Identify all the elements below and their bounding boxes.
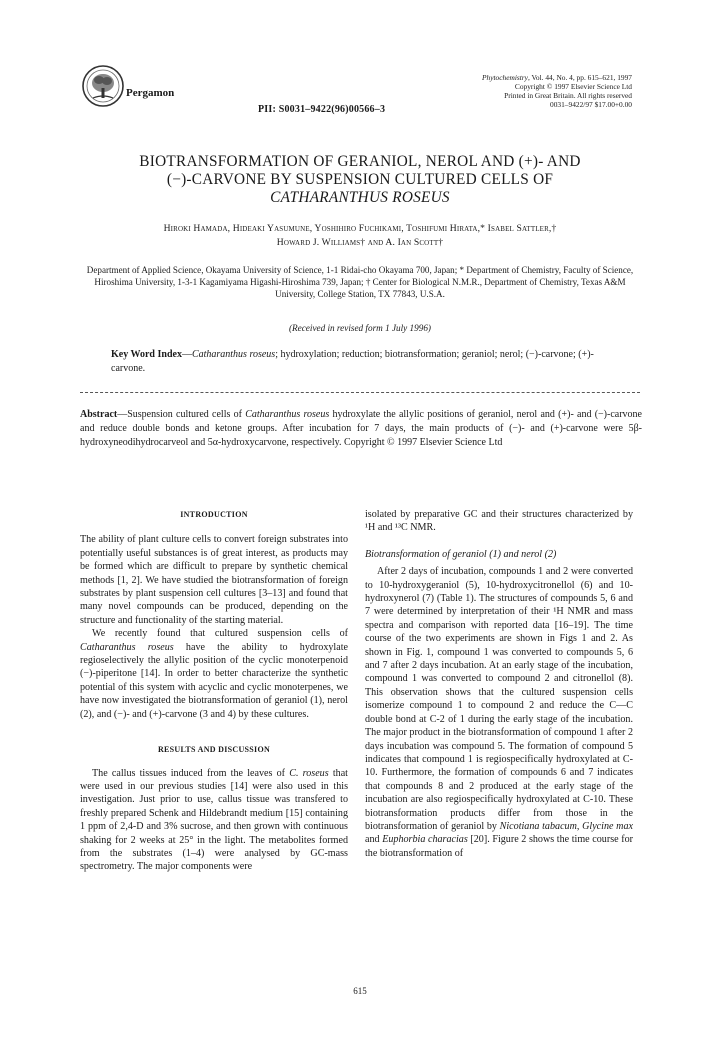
tree-emblem-icon [81,64,125,108]
bio-separator-1: , [576,820,583,832]
section-divider [80,392,640,393]
bio-separator-2: and [365,834,383,846]
price-line: 0031–9422/97 $17.00+0.00 [550,100,632,109]
affiliations: Department of Applied Science, Okayama University of Science, 1-1 Ridai-cho Okayama 700, Japan; * Department of Chemistry, Faculty of Science, Hiroshima University, 1-3-1 Kagamiyama Higashi-Hiroshima 739, Japan; † Center for Biological N.M.R., Department of Chemistry, Texas A&M University, College Station, TX 77843, U.S.A. [86,265,634,299]
keywords-species: Catharanthus roseus [191,349,276,360]
intro-p2-species: Catharanthus roseus [80,641,174,653]
keywords-label: Key Word Index [111,349,182,360]
journal-volume: , Vol. 44, No. 4, pp. 615–621, 1997 [527,73,632,82]
received-date: (Received in revised form 1 July 1996) [288,323,431,333]
species-nicotiana: Nicotiana tabacum [499,820,577,832]
species-glycine: Glycine max [582,820,633,832]
pii-identifier: PII: S0031–9422(96)00566–3 [258,104,386,115]
introduction-heading: INTRODUCTION [180,510,248,519]
intro-p2-text-a: We recently found that cultured suspension cells of [92,628,348,640]
subsection-heading: Biotransformation of geraniol (1) and nerol (2) [365,548,557,560]
keyword-index: Key Word Index—Catharanthus roseus; hydroxylation; reduction; biotransformation; geraniol; nerol; (−)-carvone; (+)-carvone. [111,349,594,374]
intro-paragraph-2 [80,627,348,721]
abstract-species: Catharanthus roseus [245,409,330,420]
keywords-list: ; hydroxylation; reduction; biotransformation; geraniol; nerol; (−)-carvone; (+)-carvone. [111,349,594,374]
continued-paragraph: isolated by preparative GC and their structures characterized by ¹H and ¹³C NMR. [365,509,633,534]
copyright-line: Copyright © 1997 Elsevier Science Ltd [514,82,632,91]
article-title [80,153,640,207]
results-heading: RESULTS AND DISCUSSION [157,745,271,755]
abstract-label: Abstract [80,409,118,420]
species-euphorbia: Euphorbia characias [382,834,468,846]
abstract [80,408,642,450]
authors-line-2: Howard J. Williams† and A. Ian Scott† [276,237,444,248]
journal-name: Phytochemistry [481,73,528,82]
journal-citation [332,73,632,82]
results-p1-species: C. roseus [289,767,329,779]
intro-paragraph-1: The ability of plant culture cells to convert foreign substrates into potentially useful substances is of great interest, as products may be formed which are difficult to prepare by synthetic chemical methods [1, 2]. We have studied the biotransformation of foreign substrates by plant suspension cell cultures [3–13] and found that many novel compounds can be produced, depending on the structure and functionality of the starting material. [80,534,348,626]
title-line-2: (−)-CARVONE BY SUSPENSION CULTURED CELLS OF [166,171,554,188]
publisher-name: Pergamon [126,87,175,99]
intro-p2-text-b: have the ability to hydroxylate regioselectively the allylic position of the cyclic monoterpenoid (−)-piperitone [14]. In order to better characterize the synthetic potential of this system with acyclic and cyclic monoterpenes, we have now investigated the biotransformation of geraniol (1), nerol (2), and (−)- and (+)-carvone (3 and 4) by these cultures. [80,641,348,720]
left-column [80,508,348,874]
printed-line: Printed in Great Britain. All rights reserved [504,91,632,100]
author-list [80,222,640,250]
title-line-1: BIOTRANSFORMATION OF GERANIOL, NEROL AND (+)- AND [139,153,581,170]
publisher-logo [81,64,125,108]
biotransformation-paragraph [365,565,633,860]
right-column [365,508,633,860]
results-p1-text-a: The callus tissues induced from the leaves of [92,767,290,779]
title-line-3: CATHARANTHUS ROSEUS [270,189,450,206]
page-number: 615 [353,986,367,996]
abstract-text-1: —Suspension cultured cells of [117,409,246,420]
results-paragraph-1 [80,767,348,874]
bio-text: After 2 days of incubation, compounds 1 and 2 were converted to 10-hydroxygeraniol (5), 10-hydroxycitronellol (6) and 10-hydroxynerol (7) (Table 1). The structures of compounds 5, 6 and 7 were determined by interpretation of their ¹H NMR and mass spectra and comparison with reported data [16–19]. The time course of the two experiments are shown in Figs 1 and 2. As shown in Fig. 1, compound 1 was converted to compounds 5, 6 and 7 after 2 days incubation. At an early stage of the incubation, compound 1 was converted to compound 2 and citronellol (8). This observation shows that the cultured suspension cells isomerize compound 1 to compound 2 and reduce the C—C double bond at C-2 of 1 during the early stage of the incubation. The major product in the biotransformation of compound 1 after 2 days incubation was compound 5. The formation of compound 5 indicates that compound 1 is regiospecifically hydroxylated at C-10. Furthermore, the formation of compounds 6 and 7 indicates that compounds 8 and 2 produced at the early stage of the incubation are also regiospecifically hydroxylated at C-10. These biotransformation products differ from those in the biotransformation of geraniol by [365,566,633,832]
abstract-text-2: hydroxylate the allylic positions of geraniol, nerol and (+)- and (−)-carvone and reduce double bonds and ketone groups. After incubation for 7 days, the main products of (−)- and (+)-carvone were 5β-hydroxyneodihydrocarveol and 5α-hydroxycarvone, respectively. Copyright © 1997 Elsevier Science Ltd [80,409,642,448]
results-p1-text-b: that were used in our previous studies [14] were also used in this investigation. Just prior to use, callus tissue was transfered to freshly prepared Schenk and Hildebrandt medium [15] containing 1 ppm of 2,4-D and 3% sucrose, and then grown with continuous shaking for 2 weeks at 25° in the light. The metabolites formed from the substrates (1–4) were analysed by GC-mass spectrometry. The major components were [80,767,348,873]
authors-line-1: Hiroki Hamada, Hideaki Yasumune, Yoshihiro Fuchikami, Toshifumi Hirata,* Isabel Sattler,† [163,223,557,234]
bio-text-end: [20]. Figure 2 shows the time course for the biotransformation of [365,834,633,859]
